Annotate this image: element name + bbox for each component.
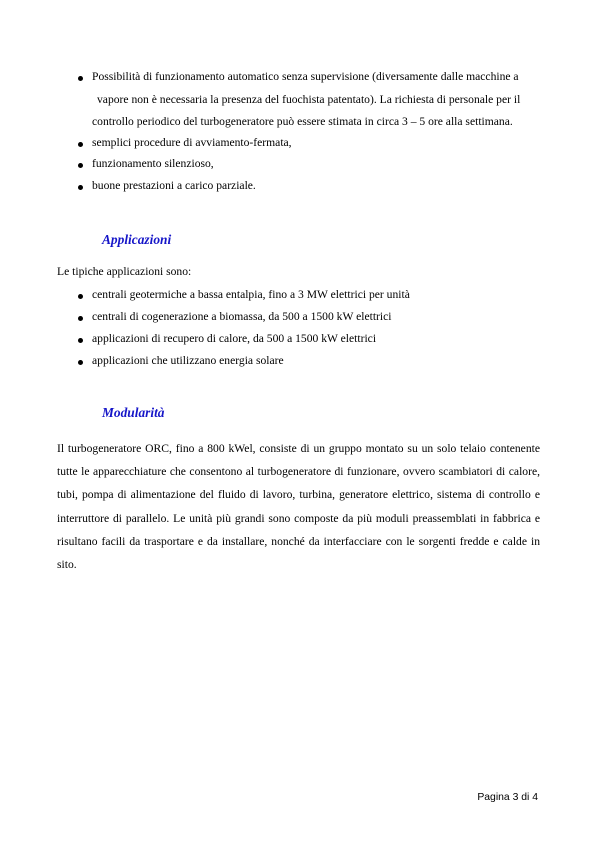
modularita-paragraph: Il turbogeneratore ORC, fino a 800 kWel, consiste di un gruppo montato su un solo telaio contenente tutte le apparecchiature che consentono al turbogeneratore di funzionare, ovvero scambiatori di calore, tubi, pompa di alimentazione del fluido di lavoro, turbina, generatore elettrico, sistema di controllo e interruttore di parallelo. Le unità più grandi sono composte da più moduli preassemblati in fabbrica e risultano facili da trasportare e da installare, nonché da interfacciare con le sorgenti fredde e calde in sito. <box>57 442 540 572</box>
applicazioni-intro: Le tipiche applicazioni sono: <box>57 265 192 278</box>
bullet-icon <box>78 294 83 299</box>
list-item-line: Possibilità di funzionamento automatico senza supervisione (diversamente dalle macchine a <box>92 70 519 83</box>
list-item-line: semplici procedure di avviamento-fermata, <box>92 136 292 149</box>
list-item-text: centrali di cogenerazione a biomassa, da 500 a 1500 kW elettrici <box>92 310 392 323</box>
list-item-line: controllo periodico del turbogeneratore può essere stimata in circa 3 – 5 ore alla settimana. <box>92 115 513 128</box>
page-number: Pagina 3 di 4 <box>477 792 538 803</box>
bullet-icon <box>78 360 83 365</box>
list-item-line: buone prestazioni a carico parziale. <box>92 179 256 192</box>
bullet-icon <box>78 76 83 81</box>
bullet-icon <box>78 338 83 343</box>
list-item-text: applicazioni che utilizzano energia solare <box>92 354 284 367</box>
list-item-line: vapore non è necessaria la presenza del fuochista patentato). La richiesta di personale per il <box>97 93 521 106</box>
list-item-line: funzionamento silenzioso, <box>92 157 214 170</box>
section-heading-modularita: Modularità <box>102 405 165 420</box>
bullet-icon <box>78 185 83 190</box>
list-item-text: applicazioni di recupero di calore, da 500 a 1500 kW elettrici <box>92 332 377 345</box>
section-heading-applicazioni: Applicazioni <box>102 232 172 247</box>
bullet-icon <box>78 163 83 168</box>
list-item-text: centrali geotermiche a bassa entalpia, fino a 3 MW elettrici per unità <box>92 288 410 301</box>
bullet-icon <box>78 142 83 147</box>
bullet-icon <box>78 316 83 321</box>
